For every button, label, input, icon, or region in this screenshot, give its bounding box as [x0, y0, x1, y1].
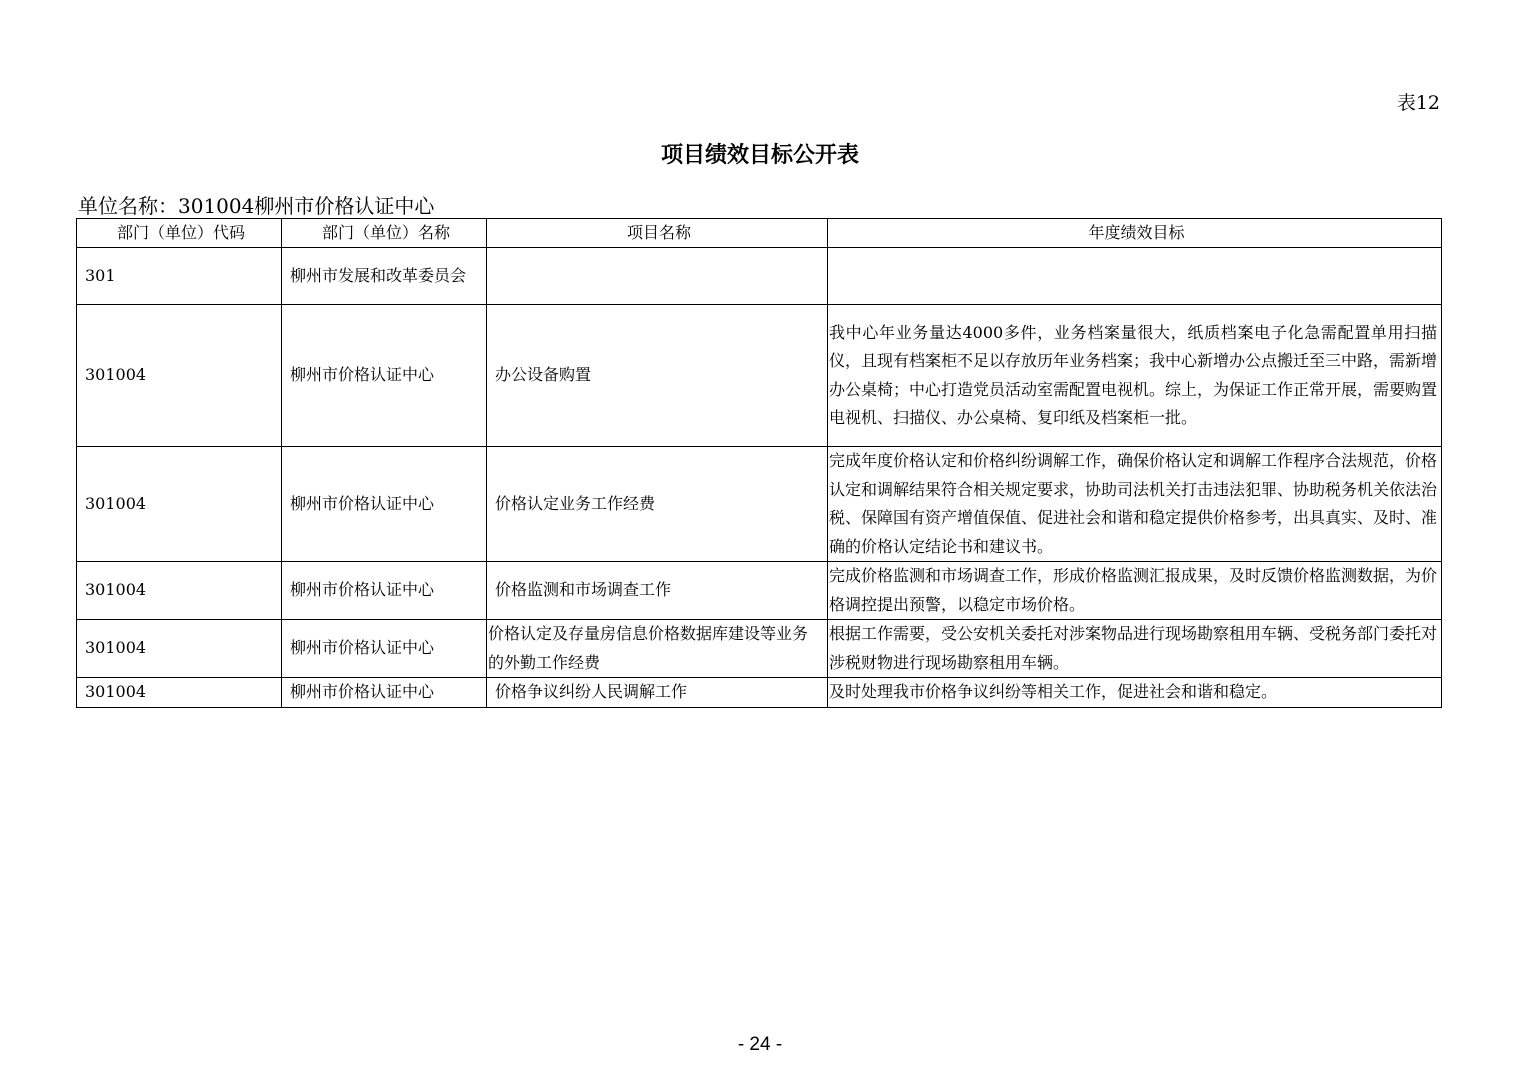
annual-target-cell: 完成价格监测和市场调查工作，形成价格监测汇报成果，及时反馈价格监测数据，为价格调控提出预警，以稳定市场价格。 [828, 562, 1442, 620]
table-row [77, 447, 1442, 562]
dept-code-cell: 301004 [77, 447, 282, 562]
annual-target-cell: 及时处理我市价格争议纠纷等相关工作，促进社会和谐和稳定。 [828, 678, 1442, 708]
dept-code-cell: 301004 [77, 562, 282, 620]
column-header-dept-name: 部门（单位）名称 [282, 219, 487, 248]
page-title: 项目绩效目标公开表 [660, 143, 859, 168]
annual-target-cell: 根据工作需要，受公安机关委托对涉案物品进行现场勘察租用车辆、受税务部门委托对涉税财物进行现场勘察租用车辆。 [828, 620, 1442, 678]
table-row [77, 620, 1442, 678]
table-row [77, 248, 1442, 305]
table-row [77, 678, 1442, 708]
project-name-cell: 价格争议纠纷人民调解工作 [487, 678, 828, 708]
page-number: - 24 - [737, 1034, 783, 1055]
performance-target-table [76, 218, 1442, 708]
table-header-row [77, 219, 1442, 248]
column-header-annual-target: 年度绩效目标 [828, 219, 1442, 248]
column-header-dept-code: 部门（单位）代码 [77, 219, 282, 248]
table-number: 表12 [1396, 92, 1440, 114]
project-name-cell: 价格认定业务工作经费 [487, 447, 828, 562]
dept-name-cell: 柳州市价格认证中心 [282, 447, 487, 562]
column-header-project-name: 项目名称 [487, 219, 828, 248]
dept-code-cell: 301004 [77, 305, 282, 447]
dept-name-cell: 柳州市价格认证中心 [282, 620, 487, 678]
dept-name-cell: 柳州市价格认证中心 [282, 305, 487, 447]
dept-code-cell: 301 [77, 248, 282, 305]
project-name-cell [487, 248, 828, 305]
annual-target-cell [828, 248, 1442, 305]
project-name-cell: 办公设备购置 [487, 305, 828, 447]
annual-target-cell: 我中心年业务量达4000多件，业务档案量很大，纸质档案电子化急需配置单用扫描仪，且现有档案柜不足以存放历年业务档案；我中心新增办公点搬迁至三中路，需新增办公桌椅；中心打造党员活动室需配置电视机。综上，为保证工作正常开展，需要购置电视机、扫描仪、办公桌椅、复印纸及档案柜一批。 [828, 305, 1442, 447]
project-name-cell: 价格监测和市场调查工作 [487, 562, 828, 620]
dept-name-cell: 柳州市发展和改革委员会 [282, 248, 487, 305]
dept-code-cell: 301004 [77, 678, 282, 708]
project-name-cell: 价格认定及存量房信息价格数据库建设等业务的外勤工作经费 [487, 620, 828, 678]
annual-target-cell: 完成年度价格认定和价格纠纷调解工作，确保价格认定和调解工作程序合法规范，价格认定和调解结果符合相关规定要求，协助司法机关打击违法犯罪、协助税务机关依法治税、保障国有资产增值保值、促进社会和谐和稳定提供价格参考，出具真实、及时、准确的价格认定结论书和建议书。 [828, 447, 1442, 562]
dept-name-cell: 柳州市价格认证中心 [282, 562, 487, 620]
table-row [77, 562, 1442, 620]
table-row [77, 305, 1442, 447]
dept-code-cell: 301004 [77, 620, 282, 678]
dept-name-cell: 柳州市价格认证中心 [282, 678, 487, 708]
unit-name-line: 单位名称：301004柳州市价格认证中心 [78, 194, 435, 218]
